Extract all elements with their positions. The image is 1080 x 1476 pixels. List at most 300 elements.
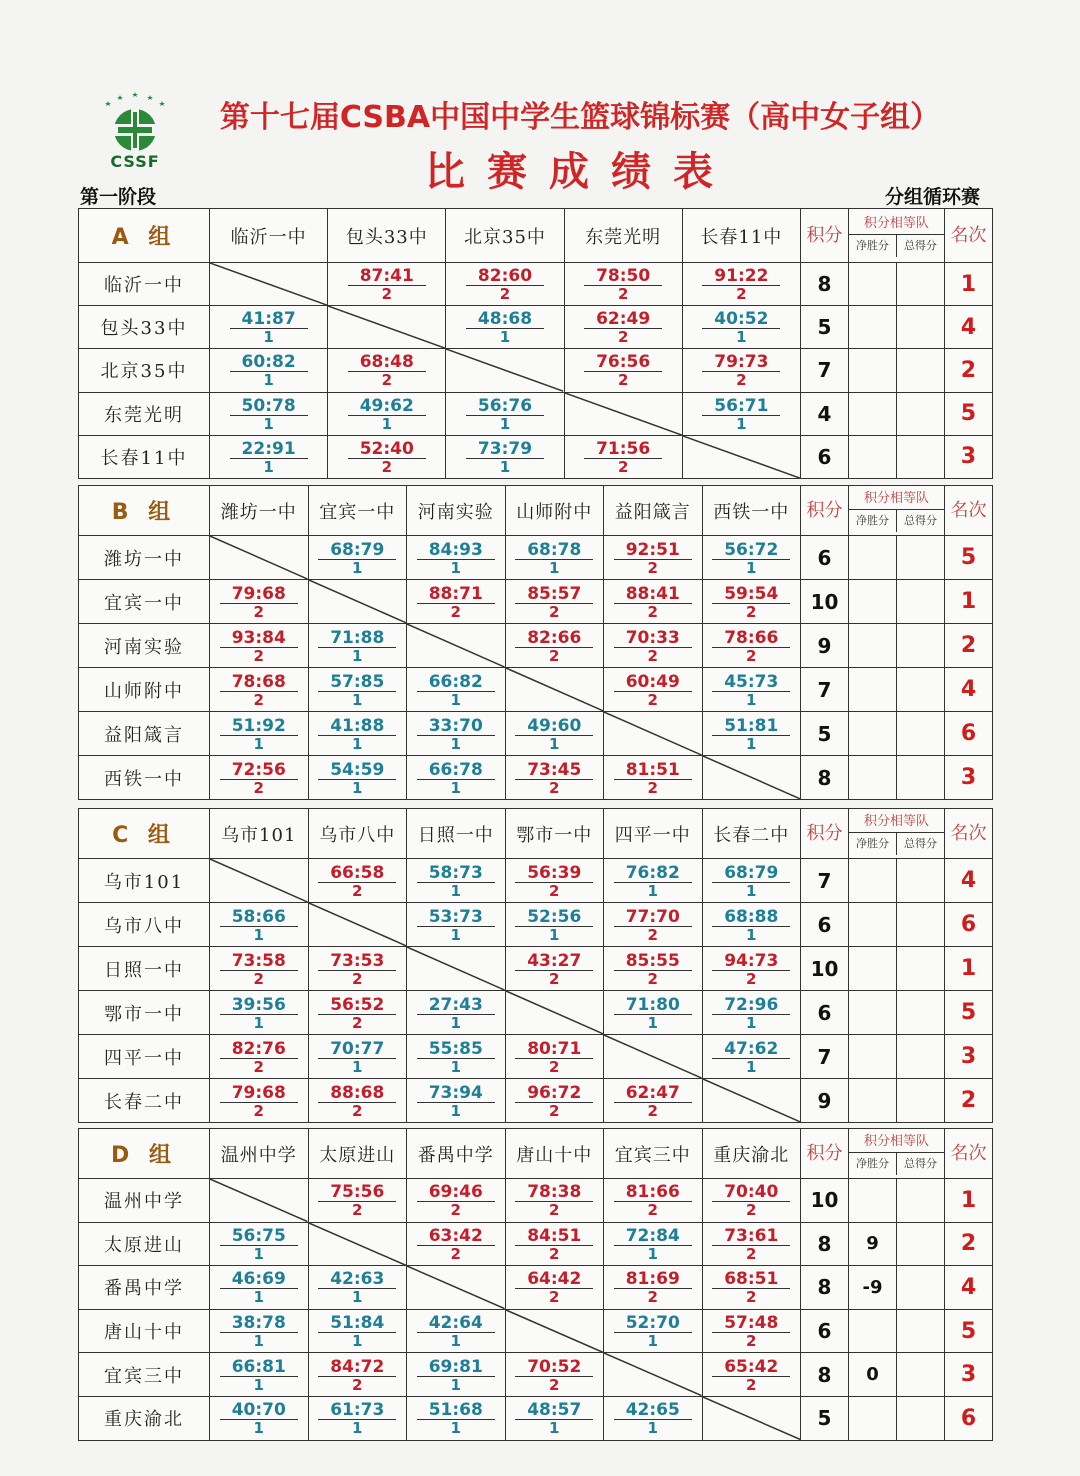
match-score: 85:57 xyxy=(515,585,593,604)
match-result-cell xyxy=(210,1035,309,1079)
group-table xyxy=(78,808,993,1123)
match-result-cell xyxy=(505,1079,604,1123)
rank-value: 3 xyxy=(944,435,992,478)
row-team-name: 番禺中学 xyxy=(79,1266,210,1310)
points-value: 5 xyxy=(801,1396,849,1440)
match-score: 58:66 xyxy=(220,908,298,927)
diagonal-empty-cell xyxy=(505,991,604,1035)
column-team-header: 西铁一中 xyxy=(702,486,801,536)
match-result-cell xyxy=(604,756,703,800)
diagonal-line xyxy=(407,1266,505,1309)
points-value: 5 xyxy=(801,712,849,756)
match-score: 72:56 xyxy=(220,761,298,780)
match-result-cell xyxy=(682,306,800,349)
match-score: 80:71 xyxy=(515,1040,593,1059)
match-points: 1 xyxy=(253,1288,264,1307)
match-points: 1 xyxy=(253,925,264,944)
points-value: 7 xyxy=(801,1035,849,1079)
match-points: 1 xyxy=(746,690,757,709)
match-result-cell xyxy=(505,1035,604,1079)
diagonal-empty-cell xyxy=(604,1035,703,1079)
net-points-value: -9 xyxy=(849,1266,897,1310)
table-row xyxy=(79,903,993,947)
logo-text: CSSF xyxy=(110,152,160,171)
match-result-cell xyxy=(407,903,506,947)
match-points: 2 xyxy=(253,778,264,797)
match-score: 59:54 xyxy=(712,585,790,604)
match-points: 2 xyxy=(253,602,264,621)
match-points: 1 xyxy=(647,1419,658,1438)
match-score: 40:52 xyxy=(702,310,780,329)
match-points: 2 xyxy=(253,969,264,988)
column-team-header: 乌市101 xyxy=(210,809,309,859)
match-score: 88:71 xyxy=(417,585,495,604)
match-score: 66:58 xyxy=(318,864,396,883)
row-team-name: 四平一中 xyxy=(79,1035,210,1079)
match-result-cell xyxy=(210,624,309,668)
match-score: 52:70 xyxy=(614,1314,692,1333)
match-result-cell xyxy=(407,1179,506,1223)
match-result-cell xyxy=(407,1222,506,1266)
net-points-value xyxy=(849,756,897,800)
match-result-cell xyxy=(702,991,801,1035)
net-points-value xyxy=(849,1079,897,1123)
match-points: 1 xyxy=(352,778,363,797)
match-points: 2 xyxy=(352,1201,363,1220)
cssf-logo xyxy=(96,90,174,174)
match-result-cell xyxy=(210,1222,309,1266)
match-points: 2 xyxy=(549,881,560,900)
diagonal-line xyxy=(210,536,308,579)
net-points-value xyxy=(848,349,896,392)
match-points: 1 xyxy=(263,414,274,433)
match-score: 39:56 xyxy=(220,996,298,1015)
match-points: 1 xyxy=(499,328,511,347)
match-result-cell xyxy=(308,624,407,668)
points-value: 8 xyxy=(801,1353,849,1397)
rank-value: 2 xyxy=(944,349,992,392)
net-points-value xyxy=(849,624,897,668)
points-value: 8 xyxy=(801,1266,849,1310)
row-team-name: 温州中学 xyxy=(79,1179,210,1223)
row-team-name: 东莞光明 xyxy=(79,392,210,435)
net-points-value xyxy=(849,1309,897,1353)
diagonal-line xyxy=(309,1223,407,1266)
match-points: 2 xyxy=(352,1013,363,1032)
match-points: 1 xyxy=(253,734,264,753)
match-points: 1 xyxy=(352,1332,363,1351)
match-points: 2 xyxy=(352,1375,363,1394)
column-team-header: 长春11中 xyxy=(682,209,800,263)
match-score: 81:51 xyxy=(614,761,692,780)
match-points: 1 xyxy=(549,734,560,753)
match-score: 51:92 xyxy=(220,717,298,736)
group-name: A 组 xyxy=(79,209,210,263)
net-points-value xyxy=(849,536,897,580)
row-team-name: 包头33中 xyxy=(79,306,210,349)
diagonal-empty-cell xyxy=(446,349,564,392)
match-score: 47:62 xyxy=(712,1040,790,1059)
match-points: 1 xyxy=(450,1101,461,1120)
match-points: 1 xyxy=(352,1419,363,1438)
match-result-cell xyxy=(210,306,328,349)
row-team-name: 长春二中 xyxy=(79,1079,210,1123)
match-score: 56:39 xyxy=(515,864,593,883)
rank-value: 1 xyxy=(944,263,992,306)
total-points-value xyxy=(897,668,945,712)
total-points-value xyxy=(897,1353,945,1397)
points-value: 10 xyxy=(801,580,849,624)
diagonal-empty-cell xyxy=(308,903,407,947)
match-points: 2 xyxy=(746,1201,757,1220)
net-points-value: 0 xyxy=(849,1353,897,1397)
match-score: 57:48 xyxy=(712,1314,790,1333)
match-points: 2 xyxy=(549,778,560,797)
match-score: 42:65 xyxy=(614,1401,692,1420)
column-team-header: 重庆渝北 xyxy=(702,1129,801,1179)
points-value: 6 xyxy=(801,903,849,947)
diagonal-line xyxy=(506,668,604,711)
title-block xyxy=(190,92,970,197)
match-result-cell xyxy=(446,263,564,306)
total-points-value xyxy=(897,1266,945,1310)
match-score: 94:73 xyxy=(712,952,790,971)
points-value: 7 xyxy=(801,859,849,903)
rank-value: 5 xyxy=(945,1309,993,1353)
column-team-header: 乌市八中 xyxy=(308,809,407,859)
match-result-cell xyxy=(702,1035,801,1079)
match-score: 70:40 xyxy=(712,1183,790,1202)
match-score: 66:78 xyxy=(417,761,495,780)
rank-value: 4 xyxy=(945,668,993,712)
match-points: 1 xyxy=(549,1419,560,1438)
match-result-cell xyxy=(564,435,682,478)
match-points: 1 xyxy=(499,457,511,476)
match-score: 73:45 xyxy=(515,761,593,780)
match-score: 91:22 xyxy=(702,267,780,286)
match-score: 76:82 xyxy=(614,864,692,883)
diagonal-line xyxy=(210,1179,308,1222)
column-team-header: 鄂市一中 xyxy=(505,809,604,859)
match-points: 2 xyxy=(549,1288,560,1307)
total-points-value xyxy=(897,991,945,1035)
match-score: 56:71 xyxy=(702,397,780,416)
match-result-cell xyxy=(505,536,604,580)
match-points: 1 xyxy=(647,881,658,900)
diagonal-empty-cell xyxy=(682,435,800,478)
total-points-value xyxy=(897,1179,945,1223)
diagonal-line xyxy=(604,1035,702,1078)
column-team-header: 太原进山 xyxy=(308,1129,407,1179)
match-points: 1 xyxy=(450,558,461,577)
match-points: 1 xyxy=(450,1013,461,1032)
match-score: 73:58 xyxy=(220,952,298,971)
group-table xyxy=(78,1128,993,1441)
row-team-name: 西铁一中 xyxy=(79,756,210,800)
match-result-cell xyxy=(505,756,604,800)
match-result-cell xyxy=(210,392,328,435)
match-score: 41:87 xyxy=(230,310,308,329)
match-result-cell xyxy=(210,1266,309,1310)
match-points: 1 xyxy=(736,328,747,347)
match-score: 84:72 xyxy=(318,1358,396,1377)
match-score: 69:81 xyxy=(417,1358,495,1377)
match-score: 68:79 xyxy=(712,864,790,883)
match-result-cell xyxy=(505,859,604,903)
tiebreak-title: 积分相等队 xyxy=(849,489,944,510)
match-score: 88:41 xyxy=(614,585,692,604)
column-team-header: 长春二中 xyxy=(702,809,801,859)
table-row xyxy=(79,1309,993,1353)
match-result-cell xyxy=(407,859,506,903)
total-points-value xyxy=(897,536,945,580)
match-points: 1 xyxy=(450,778,461,797)
tiebreak-header xyxy=(848,209,944,263)
match-points: 1 xyxy=(746,925,757,944)
match-score: 68:78 xyxy=(515,541,593,560)
match-points: 1 xyxy=(746,881,757,900)
diagonal-line xyxy=(683,436,800,478)
rank-value: 6 xyxy=(945,1396,993,1440)
diagonal-line xyxy=(309,903,407,946)
match-result-cell xyxy=(505,580,604,624)
match-result-cell xyxy=(328,392,446,435)
match-points: 1 xyxy=(253,1013,264,1032)
match-score: 79:68 xyxy=(220,585,298,604)
match-score: 52:56 xyxy=(515,908,593,927)
column-team-header: 日照一中 xyxy=(407,809,506,859)
rank-value: 2 xyxy=(945,1222,993,1266)
match-points: 1 xyxy=(647,1013,658,1032)
match-points: 2 xyxy=(746,602,757,621)
match-score: 78:50 xyxy=(584,267,662,286)
match-points: 1 xyxy=(352,1288,363,1307)
rank-header: 名次 xyxy=(945,809,993,859)
match-result-cell xyxy=(308,1179,407,1223)
table-row xyxy=(79,435,993,478)
match-points: 2 xyxy=(647,925,658,944)
rank-value: 3 xyxy=(945,1035,993,1079)
rank-value: 6 xyxy=(945,712,993,756)
diagonal-line xyxy=(210,263,327,305)
match-points: 2 xyxy=(647,1101,658,1120)
match-result-cell xyxy=(407,756,506,800)
match-result-cell xyxy=(505,1266,604,1310)
match-score: 63:42 xyxy=(417,1227,495,1246)
match-result-cell xyxy=(407,580,506,624)
tiebreak-title: 积分相等队 xyxy=(849,214,944,235)
match-score: 45:73 xyxy=(712,673,790,692)
row-team-name: 唐山十中 xyxy=(79,1309,210,1353)
rank-value: 1 xyxy=(945,580,993,624)
match-result-cell xyxy=(702,947,801,991)
match-points: 1 xyxy=(450,1375,461,1394)
match-points: 2 xyxy=(549,1101,560,1120)
match-result-cell xyxy=(604,536,703,580)
match-result-cell xyxy=(446,435,564,478)
match-score: 40:70 xyxy=(220,1401,298,1420)
row-team-name: 长春11中 xyxy=(79,435,210,478)
match-result-cell xyxy=(210,1396,309,1440)
match-score: 82:60 xyxy=(466,267,544,286)
match-score: 60:82 xyxy=(230,353,308,372)
match-points: 2 xyxy=(549,646,560,665)
match-score: 73:53 xyxy=(318,952,396,971)
match-points: 2 xyxy=(352,969,363,988)
net-points-header: 净胜分 xyxy=(849,1153,897,1175)
match-points: 1 xyxy=(352,734,363,753)
table-row xyxy=(79,756,993,800)
match-points: 1 xyxy=(450,1332,461,1351)
match-points: 2 xyxy=(549,1057,560,1076)
diagonal-line xyxy=(446,349,563,391)
diagonal-line xyxy=(565,393,682,435)
match-points: 1 xyxy=(746,1013,757,1032)
match-result-cell xyxy=(604,1222,703,1266)
net-points-header: 净胜分 xyxy=(849,833,897,855)
match-result-cell xyxy=(604,1079,703,1123)
table-row xyxy=(79,668,993,712)
match-result-cell xyxy=(702,1266,801,1310)
table-row xyxy=(79,1079,993,1123)
table-row xyxy=(79,536,993,580)
table-row xyxy=(79,349,993,392)
match-points: 1 xyxy=(746,1057,757,1076)
net-points-value xyxy=(849,947,897,991)
diagonal-line xyxy=(407,947,505,990)
match-result-cell xyxy=(210,903,309,947)
row-team-name: 鄂市一中 xyxy=(79,991,210,1035)
points-value: 10 xyxy=(801,947,849,991)
rank-header: 名次 xyxy=(944,209,992,263)
diagonal-empty-cell xyxy=(308,580,407,624)
net-points-value xyxy=(849,712,897,756)
match-points: 2 xyxy=(450,602,461,621)
column-team-header: 四平一中 xyxy=(604,809,703,859)
match-score: 73:79 xyxy=(466,440,544,459)
match-score: 50:78 xyxy=(230,397,308,416)
diagonal-line xyxy=(309,580,407,623)
points-value: 8 xyxy=(801,756,849,800)
match-points: 2 xyxy=(617,457,629,476)
match-points: 1 xyxy=(736,414,747,433)
net-points-value xyxy=(848,263,896,306)
match-result-cell xyxy=(308,859,407,903)
match-score: 66:81 xyxy=(220,1358,298,1377)
match-points: 1 xyxy=(253,1419,264,1438)
match-points: 1 xyxy=(450,925,461,944)
match-result-cell xyxy=(702,668,801,712)
match-points: 1 xyxy=(549,558,560,577)
column-team-header: 包头33中 xyxy=(328,209,446,263)
total-points-value xyxy=(897,1309,945,1353)
match-points: 2 xyxy=(549,1244,560,1263)
diagonal-empty-cell xyxy=(407,624,506,668)
match-result-cell xyxy=(210,1079,309,1123)
match-result-cell xyxy=(505,1396,604,1440)
net-points-value xyxy=(849,859,897,903)
points-header: 积分 xyxy=(800,209,848,263)
match-result-cell xyxy=(407,1353,506,1397)
diagonal-empty-cell xyxy=(604,1353,703,1397)
match-score: 84:51 xyxy=(515,1227,593,1246)
match-result-cell xyxy=(407,991,506,1035)
match-score: 61:73 xyxy=(318,1401,396,1420)
table-row xyxy=(79,392,993,435)
diagonal-line xyxy=(407,624,505,667)
match-result-cell xyxy=(702,536,801,580)
tiebreak-header xyxy=(849,486,945,536)
rank-value: 5 xyxy=(945,991,993,1035)
match-result-cell xyxy=(210,668,309,712)
diagonal-empty-cell xyxy=(702,1396,801,1440)
match-score: 38:78 xyxy=(220,1314,298,1333)
match-score: 68:88 xyxy=(712,908,790,927)
total-points-header: 总得分 xyxy=(904,1157,937,1170)
match-result-cell xyxy=(308,991,407,1035)
match-result-cell xyxy=(505,624,604,668)
match-result-cell xyxy=(702,1353,801,1397)
match-score: 70:77 xyxy=(318,1040,396,1059)
match-points: 1 xyxy=(352,690,363,709)
match-score: 33:70 xyxy=(417,717,495,736)
column-team-header: 东莞光明 xyxy=(564,209,682,263)
match-score: 56:52 xyxy=(318,996,396,1015)
match-score: 92:51 xyxy=(614,541,692,560)
row-team-name: 宜宾一中 xyxy=(79,580,210,624)
group-name: D 组 xyxy=(79,1129,210,1179)
match-score: 70:33 xyxy=(614,629,692,648)
row-team-name: 太原进山 xyxy=(79,1222,210,1266)
match-result-cell xyxy=(682,263,800,306)
match-result-cell xyxy=(328,349,446,392)
total-points-value xyxy=(897,1079,945,1123)
column-team-header: 潍坊一中 xyxy=(210,486,309,536)
match-score: 72:96 xyxy=(712,996,790,1015)
match-score: 79:73 xyxy=(702,353,780,372)
match-result-cell xyxy=(702,1179,801,1223)
column-team-header: 山师附中 xyxy=(505,486,604,536)
match-result-cell xyxy=(407,1396,506,1440)
table-row xyxy=(79,859,993,903)
group-name: B 组 xyxy=(79,486,210,536)
match-points: 2 xyxy=(253,1057,264,1076)
match-points: 2 xyxy=(617,371,629,390)
match-result-cell xyxy=(505,947,604,991)
table-row xyxy=(79,991,993,1035)
match-result-cell xyxy=(505,712,604,756)
stage-type-label: 分组循环赛 xyxy=(884,186,980,208)
diagonal-line xyxy=(703,1397,801,1440)
match-points: 2 xyxy=(381,285,392,304)
match-score: 81:66 xyxy=(614,1183,692,1202)
match-score: 51:81 xyxy=(712,717,790,736)
points-value: 7 xyxy=(801,668,849,712)
match-score: 81:69 xyxy=(614,1270,692,1289)
rank-value: 4 xyxy=(945,1266,993,1310)
match-points: 2 xyxy=(549,1375,560,1394)
match-points: 2 xyxy=(617,285,629,304)
group-name: C 组 xyxy=(79,809,210,859)
net-points-value xyxy=(848,306,896,349)
row-team-name: 宜宾三中 xyxy=(79,1353,210,1397)
total-points-value xyxy=(897,756,945,800)
match-result-cell xyxy=(564,349,682,392)
match-score: 70:52 xyxy=(515,1358,593,1377)
match-result-cell xyxy=(407,668,506,712)
diagonal-empty-cell xyxy=(564,392,682,435)
total-points-value xyxy=(896,263,944,306)
